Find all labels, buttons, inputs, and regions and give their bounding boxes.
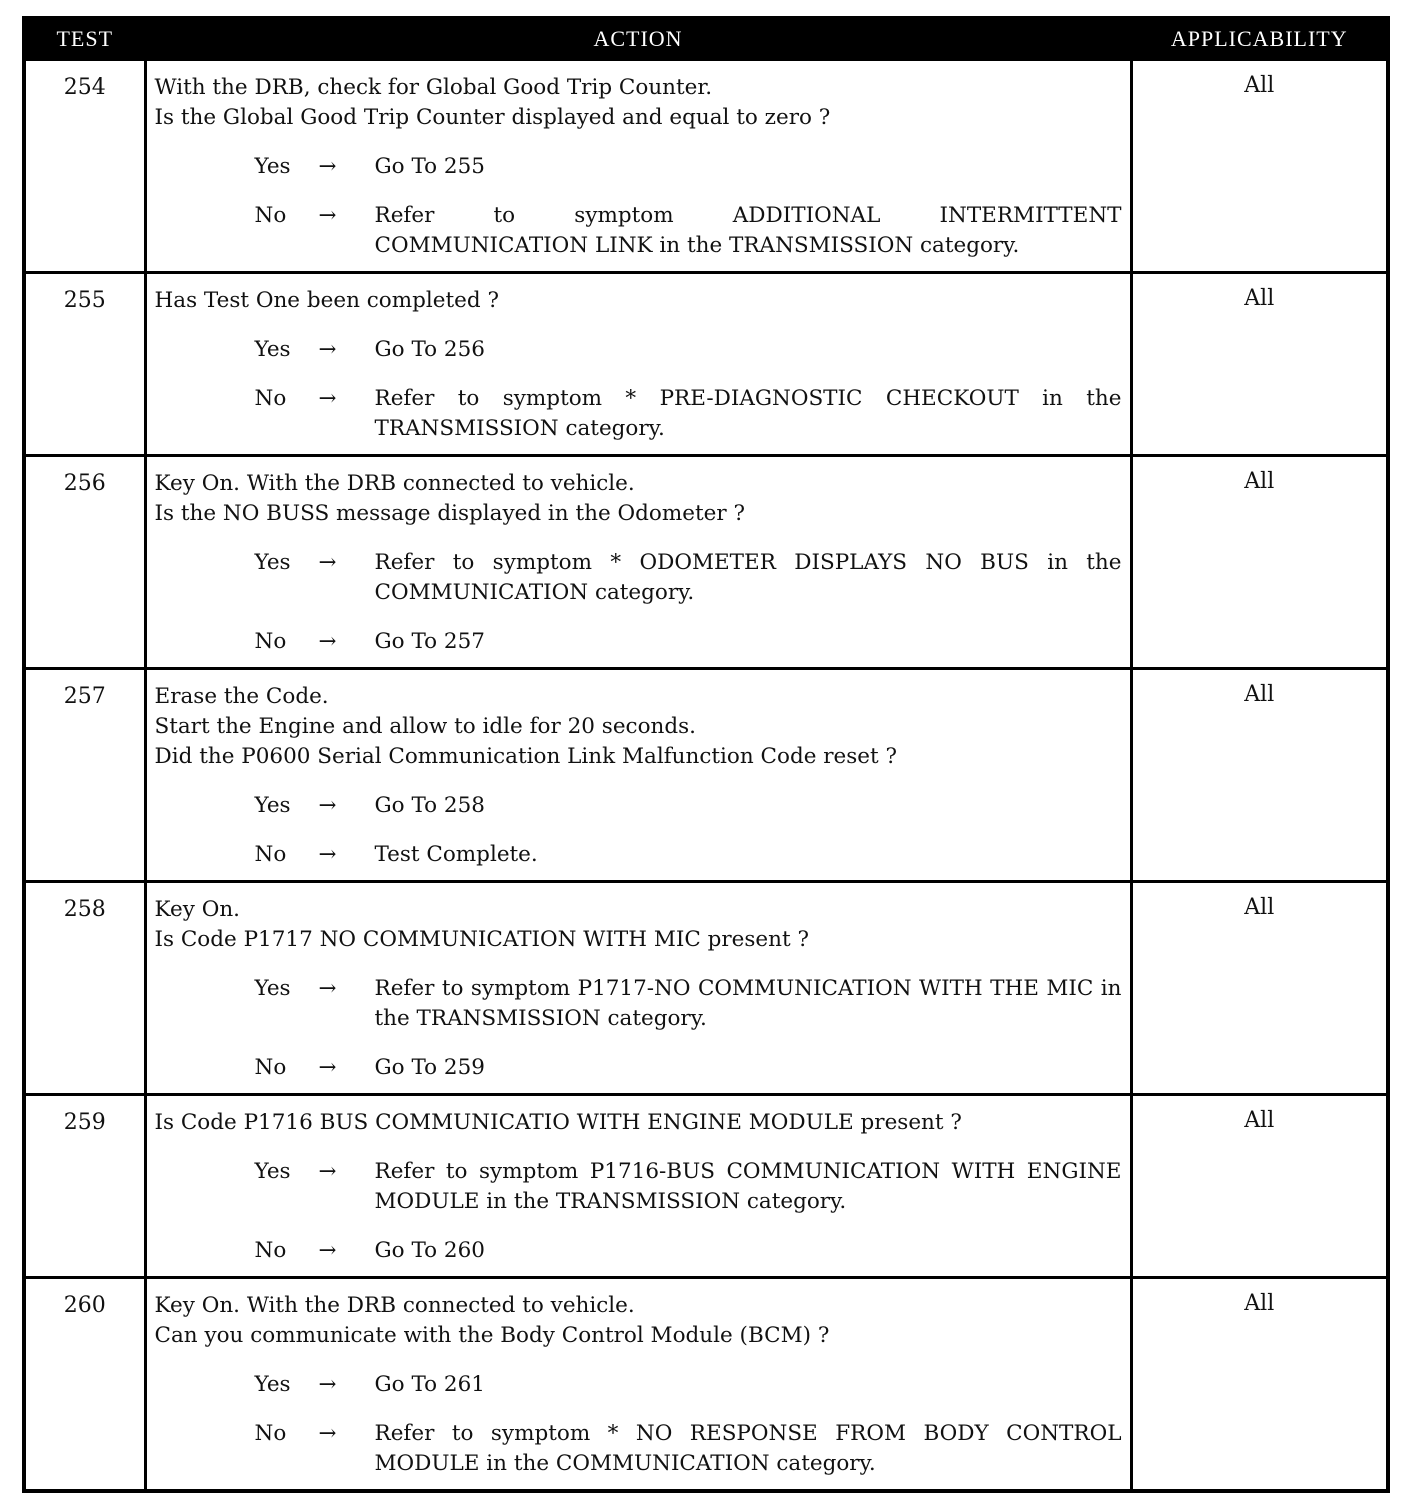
yes-response <box>155 1157 1122 1217</box>
action-line: Is the NO BUSS message displayed in the Odometer ? <box>154 501 745 526</box>
arrow-icon: → <box>318 337 337 362</box>
yes-label: Yes <box>254 976 291 1001</box>
no-label: No <box>254 629 287 654</box>
header-applicability: APPLICABILITY <box>1131 18 1388 60</box>
no-text: Refer to symptom * PRE-DIAGNOSTIC CHECKOUT in the TRANSMISSION category. <box>374 386 1122 441</box>
action-cell <box>145 1278 1131 1492</box>
applicability-value: All <box>1131 456 1388 669</box>
yes-text: Refer to symptom P1717-NO COMMUNICATION WITH THE MIC in the TRANSMISSION category. <box>374 976 1122 1031</box>
arrow-icon: → <box>318 386 337 411</box>
action-cell <box>145 273 1131 456</box>
test-number: 256 <box>24 456 145 669</box>
table-row <box>24 456 1388 669</box>
no-response <box>155 627 1122 657</box>
test-number: 260 <box>24 1278 145 1492</box>
table-row <box>24 60 1388 273</box>
action-line: Is Code P1717 NO COMMUNICATION WITH MIC present ? <box>154 927 809 952</box>
no-response <box>155 1419 1122 1479</box>
no-response <box>155 1236 1122 1266</box>
yes-text: Go To 258 <box>374 793 485 818</box>
arrow-icon: → <box>318 1238 337 1263</box>
diagnostic-test-table <box>22 16 1390 1493</box>
action-question <box>155 469 1122 529</box>
applicability-value: All <box>1131 60 1388 273</box>
no-response <box>155 384 1122 444</box>
applicability-value: All <box>1131 882 1388 1095</box>
action-question <box>155 682 1122 772</box>
yes-text: Go To 256 <box>374 337 485 362</box>
yes-label: Yes <box>254 337 291 362</box>
test-number: 258 <box>24 882 145 1095</box>
yes-response <box>155 335 1122 365</box>
applicability-value: All <box>1131 669 1388 882</box>
yes-response <box>155 1370 1122 1400</box>
no-label: No <box>254 1238 287 1263</box>
no-label: No <box>254 842 287 867</box>
yes-text: Refer to symptom P1716-BUS COMMUNICATION WITH ENGINE MODULE in the TRANSMISSION category. <box>374 1159 1122 1214</box>
test-number: 254 <box>24 60 145 273</box>
action-question <box>155 1108 1122 1138</box>
arrow-icon: → <box>318 1372 337 1397</box>
arrow-icon: → <box>318 1159 337 1184</box>
yes-label: Yes <box>254 1372 291 1397</box>
no-label: No <box>254 386 287 411</box>
action-line: Key On. <box>154 897 240 922</box>
no-text: Go To 260 <box>374 1238 485 1263</box>
action-line: Key On. With the DRB connected to vehicle. <box>154 1293 635 1318</box>
yes-label: Yes <box>254 1159 291 1184</box>
yes-text: Go To 255 <box>374 154 485 179</box>
arrow-icon: → <box>318 1055 337 1080</box>
arrow-icon: → <box>318 154 337 179</box>
no-label: No <box>254 1421 287 1446</box>
no-label: No <box>254 203 287 228</box>
no-text: Go To 259 <box>374 1055 485 1080</box>
yes-response <box>155 974 1122 1034</box>
table-row <box>24 882 1388 1095</box>
no-response <box>155 201 1122 261</box>
yes-response <box>155 152 1122 182</box>
table-body <box>24 60 1388 1492</box>
no-response <box>155 840 1122 870</box>
no-label: No <box>254 1055 287 1080</box>
header-test: TEST <box>24 18 145 60</box>
table-row <box>24 1278 1388 1492</box>
arrow-icon: → <box>318 203 337 228</box>
arrow-icon: → <box>318 550 337 575</box>
yes-response <box>155 548 1122 608</box>
arrow-icon: → <box>318 842 337 867</box>
test-number: 255 <box>24 273 145 456</box>
action-question <box>155 1291 1122 1351</box>
no-response <box>155 1053 1122 1083</box>
action-line: Can you communicate with the Body Control Module (BCM) ? <box>154 1323 830 1348</box>
applicability-value: All <box>1131 273 1388 456</box>
no-text: Test Complete. <box>374 842 538 867</box>
table-row <box>24 669 1388 882</box>
test-number: 257 <box>24 669 145 882</box>
arrow-icon: → <box>318 793 337 818</box>
action-question <box>155 895 1122 955</box>
header-action: ACTION <box>145 18 1131 60</box>
yes-label: Yes <box>254 793 291 818</box>
arrow-icon: → <box>318 629 337 654</box>
diagnostic-table-page <box>22 16 1386 1493</box>
no-text: Go To 257 <box>374 629 485 654</box>
action-line: With the DRB, check for Global Good Trip Counter. <box>154 75 713 100</box>
action-line: Start the Engine and allow to idle for 20 seconds. <box>154 714 696 739</box>
arrow-icon: → <box>318 1421 337 1446</box>
action-cell <box>145 882 1131 1095</box>
action-cell <box>145 456 1131 669</box>
action-line: Key On. With the DRB connected to vehicle. <box>154 471 635 496</box>
arrow-icon: → <box>318 976 337 1001</box>
action-question <box>155 73 1122 133</box>
applicability-value: All <box>1131 1278 1388 1492</box>
action-line: Did the P0600 Serial Communication Link Malfunction Code reset ? <box>154 744 898 769</box>
no-text: Refer to symptom * NO RESPONSE FROM BODY CONTROL MODULE in the COMMUNICATION category. <box>374 1421 1122 1476</box>
action-cell <box>145 669 1131 882</box>
table-row <box>24 1095 1388 1278</box>
applicability-value: All <box>1131 1095 1388 1278</box>
yes-label: Yes <box>254 154 291 179</box>
yes-response <box>155 791 1122 821</box>
yes-text: Refer to symptom * ODOMETER DISPLAYS NO BUS in the COMMUNICATION category. <box>374 550 1122 605</box>
action-cell <box>145 60 1131 273</box>
action-line: Erase the Code. <box>154 684 329 709</box>
table-header-row <box>24 18 1388 60</box>
yes-label: Yes <box>254 550 291 575</box>
action-line: Is the Global Good Trip Counter displayed and equal to zero ? <box>154 105 831 130</box>
action-line: Is Code P1716 BUS COMMUNICATIO WITH ENGINE MODULE present ? <box>154 1110 962 1135</box>
yes-text: Go To 261 <box>374 1372 485 1397</box>
action-line: Has Test One been completed ? <box>154 288 499 313</box>
no-text: Refer to symptom ADDITIONAL INTERMITTENT COMMUNICATION LINK in the TRANSMISSION category. <box>374 203 1122 258</box>
test-number: 259 <box>24 1095 145 1278</box>
action-cell <box>145 1095 1131 1278</box>
table-row <box>24 273 1388 456</box>
action-question <box>155 286 1122 316</box>
